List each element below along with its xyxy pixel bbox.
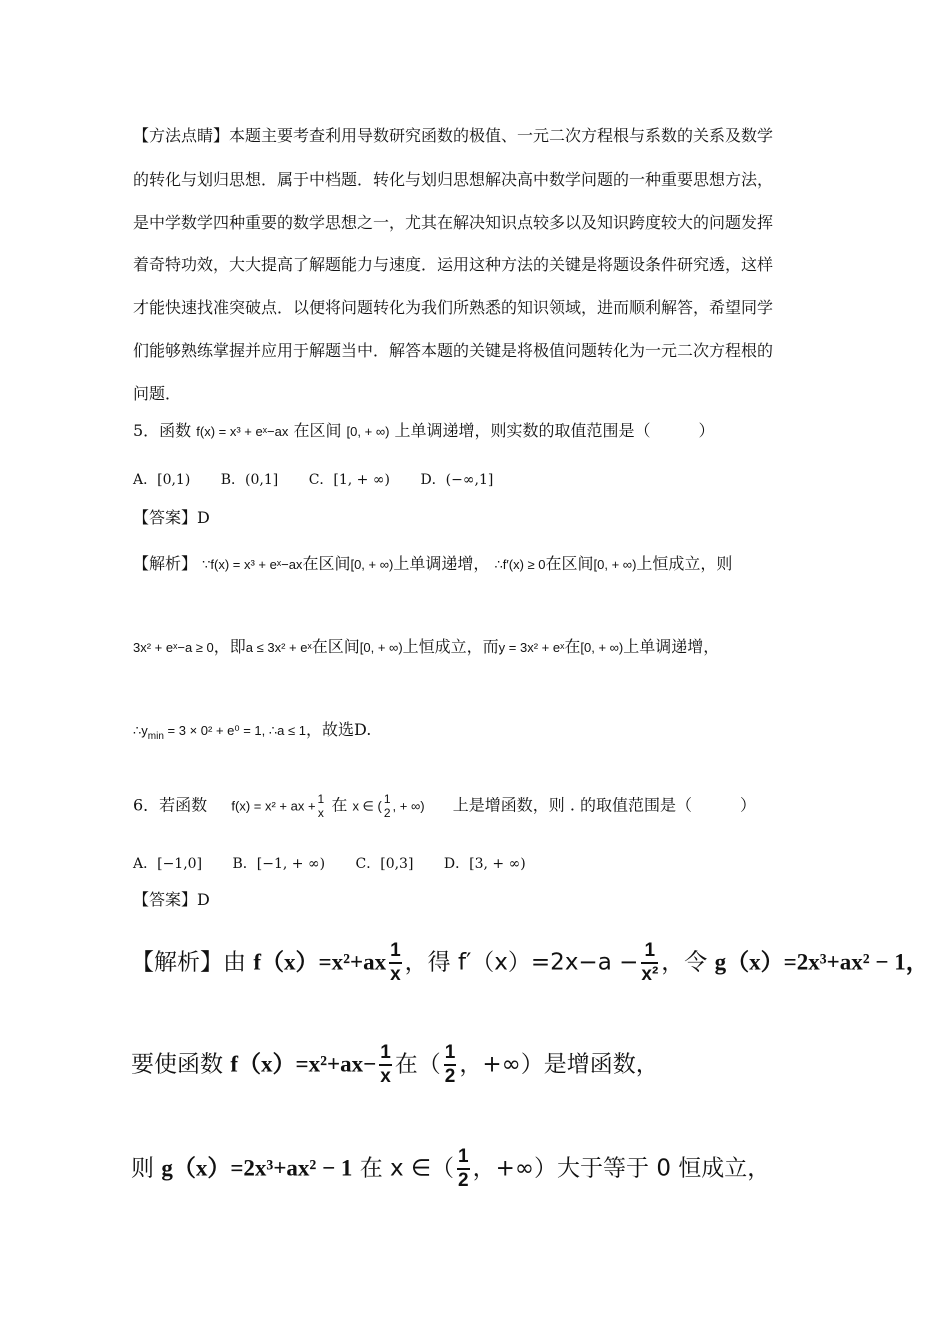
solution-text: 在（ [394,1051,441,1078]
solution-func: f（x） [253,949,319,975]
analysis-text: 在区间 [311,637,360,656]
analysis-label: 【解析】 [133,554,198,573]
method-line-1: 【方法点睛】本题主要考查利用导数研究函数的极值、一元二次方程根与系数的关系及数学 [133,126,774,145]
q6-answer: 【答案】D [133,890,210,909]
analysis-math: [0, + ∞) [580,640,624,655]
q5-suffix: 上单调递增，则实数的取值范围是（ ） [394,421,715,440]
q5-option-c: C．[1, + ∞) [308,472,390,488]
analysis-text: 在区间 [302,554,351,573]
fraction-numerator: 1 [389,940,402,964]
analysis-math: a ≤ 3x² + eˣ [245,640,312,655]
fraction-numerator: 1 [379,1042,392,1066]
solution-text: 【解析】由 [131,949,246,976]
solution-text: ，令 [661,949,708,976]
analysis-math: [0, + ∞) [593,557,637,572]
analysis-text: 上单调递增， [393,554,490,573]
analysis-math: [0, + ∞) [350,557,394,572]
q6-mid: 在 [331,795,348,815]
q5-prefix: 5．函数 [133,421,192,440]
q6-solution-line-3 [131,1146,770,1192]
fraction-denominator: x² [641,964,659,985]
q6-domain: x ∈ ( [352,798,382,814]
q5-analysis-line-1 [133,553,732,576]
solution-expr: =2x³+ax² − 1 [230,1155,353,1181]
analysis-text: ，即 [213,637,246,656]
solution-text: ，得 [404,949,451,976]
solution-fraction [379,1042,392,1088]
q6-domain-end: , + ∞) [392,798,425,814]
solution-func: g（x） [161,1155,231,1181]
solution-fraction [641,940,658,986]
solution-func: f（x） [230,1051,296,1077]
solution-text: 要使函数 [131,1051,223,1078]
method-line-5: 才能快速找准突破点．以便将问题转化为我们所熟悉的知识领域，进而顺利解答，希望同学 [133,298,774,317]
q6-solution-line-2 [131,1042,659,1088]
q6-function-fraction [318,792,325,820]
q6-option-d: D．[3, + ∞) [443,856,526,872]
analysis-math: = 3 × 0² + e⁰ = 1, ∴a ≤ 1 [163,723,306,738]
q6-suffix: 上是增函数，则 . 的取值范围是（ ） [452,795,756,815]
analysis-text: 在区间 [545,554,594,573]
analysis-text: 上恒成立，则 [636,554,733,573]
solution-expr: =x²+ax [318,949,387,975]
analysis-text: ，故选D. [305,720,372,739]
fraction-denominator: 2 [444,1066,456,1087]
solution-text: ，+∞）是增函数， [459,1051,659,1078]
q6-options [133,853,552,875]
solution-text: ，+∞）大于等于 0 恒成立， [472,1155,771,1182]
q5-analysis-line-3 [133,719,371,748]
solution-fraction [457,1146,470,1192]
q5-stem [133,420,715,443]
fraction-denominator: 2 [458,1170,469,1191]
q5-mid: 在区间 [293,421,342,440]
q5-option-a: A．[0,1) [133,472,191,488]
q6-solution-line-1 [131,940,929,986]
solution-text: 则 [131,1155,154,1182]
q5-option-d: D．(−∞,1] [420,472,494,488]
method-line-7: 问题． [133,384,182,403]
q5-interval: [0, + ∞) [346,424,390,439]
analysis-math: ∴y [133,723,148,738]
analysis-math: y = 3x² + eˣ [498,640,565,655]
q6-domain-fraction [384,792,391,820]
analysis-text: 在 [564,637,581,656]
fraction-numerator: 1 [457,1146,470,1170]
solution-func: g（x） [714,949,784,975]
method-line-4: 着奇特功效，大大提高了解题能力与速度．运用这种方法的关键是将题设条件研究透，这样 [133,255,774,274]
method-line-3: 是中学数学四种重要的数学思想之一，尤其在解决知识点较多以及知识跨度较大的问题发挥 [133,213,774,232]
solution-fraction [389,940,402,986]
q6-option-b: B．[−1, + ∞) [232,856,326,872]
analysis-text: 上恒成立，而 [402,637,499,656]
analysis-math: [0, + ∞) [359,640,403,655]
analysis-math: ∴f′(x) ≥ 0 [494,557,546,572]
q6-option-c: C．[0,3] [355,856,414,872]
analysis-math: ∵f(x) = x³ + eˣ−ax [202,557,303,572]
solution-expr: =x²+ax− [295,1051,377,1077]
q5-option-b: B．(0,1] [220,472,279,488]
fraction-numerator: 1 [383,792,391,806]
q6-stem [133,792,756,820]
analysis-math: 3x² + eˣ−a ≥ 0 [133,640,214,655]
solution-text: 在 x ∈（ [359,1155,455,1182]
analysis-subscript: min [147,731,164,743]
analysis-text: 上单调递增， [623,637,720,656]
q6-option-a: A．[−1,0] [133,856,203,872]
q6-function: f(x) = x² + ax + [231,798,316,814]
fraction-denominator: 2 [383,806,391,820]
fraction-numerator: 1 [444,1042,457,1066]
q5-answer: 【答案】D [133,508,210,527]
method-line-6: 们能够熟练掌握并应用于解题当中．解答本题的关键是将极值问题转化为一元二次方程根的 [133,341,774,360]
q5-options [133,469,519,491]
method-line-2: 的转化与划归思想．属于中档题．转化与划归思想解决高中数学问题的一种重要思想方法， [133,170,774,189]
fraction-numerator: 1 [641,940,658,964]
fraction-denominator: x [317,806,324,820]
q6-prefix: 6．若函数 [133,795,208,815]
fraction-numerator: 1 [317,792,325,806]
fraction-denominator: x [390,964,401,985]
solution-expr: f′（x）=2x−a − [457,949,639,976]
fraction-denominator: x [380,1066,391,1087]
solution-fraction [444,1042,457,1088]
q5-function: f(x) = x³ + eˣ−ax [196,424,289,439]
q5-analysis-line-2 [133,636,719,659]
solution-expr: =2x³+ax² − 1， [783,949,929,975]
